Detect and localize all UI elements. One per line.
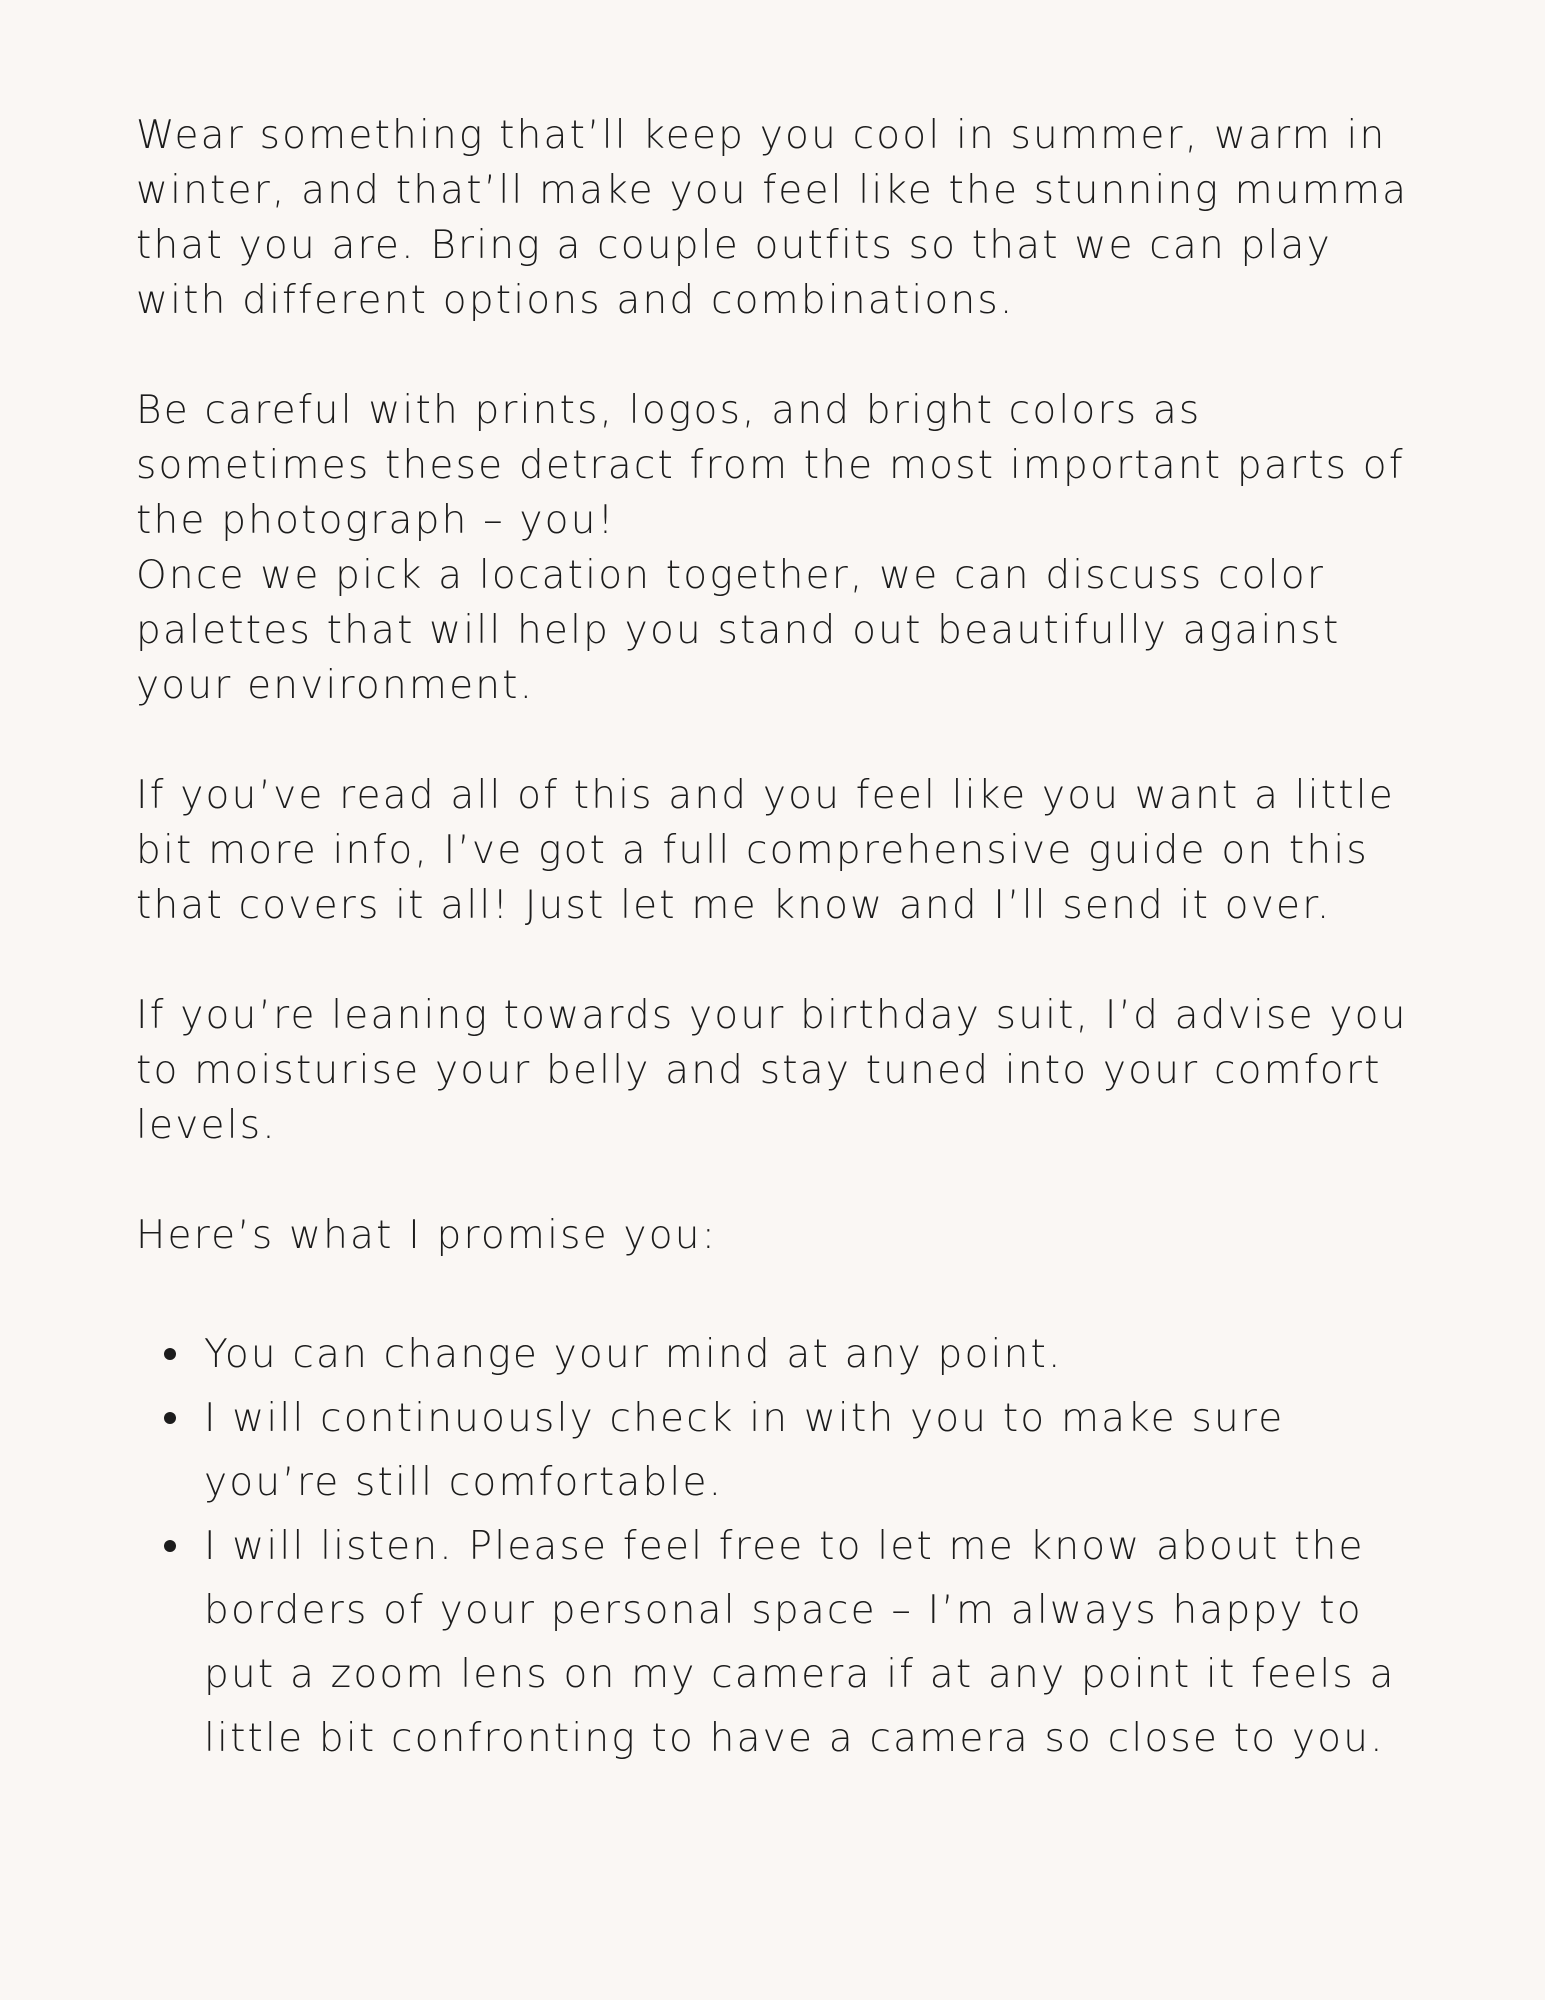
bullet-icon [164, 1412, 176, 1424]
list-item [204, 1323, 1426, 1387]
list-item [204, 1515, 1426, 1771]
bullet-icon [164, 1540, 176, 1552]
guide-paragraph: If you’ve read all of this and you feel like you want a little bit more info, I’ve got a full comprehensive guide on this that covers it all! Just let me know and I’ll send it over. [136, 773, 1395, 928]
spacer [136, 933, 1426, 988]
spacer [136, 713, 1426, 768]
spacer [136, 1153, 1426, 1208]
location-paragraph: Once we pick a location together, we can discuss color palettes that will help you stand out beautifully against your environment. [136, 553, 1341, 708]
spacer [136, 1263, 1426, 1323]
spacer [136, 328, 1426, 383]
list-item [204, 1387, 1426, 1515]
list-item-text: I will continuously check in with you to make sure you’re still comfortable. [204, 1396, 1285, 1505]
promise-list [136, 1323, 1426, 1771]
document-page [136, 108, 1426, 1771]
list-item-text: You can change your mind at any point. [204, 1332, 1063, 1377]
bullet-icon [164, 1348, 176, 1360]
birthday-suit-paragraph: If you’re leaning towards your birthday suit, I’d advise you to moisturise your belly and stay tuned into your comfort levels. [136, 993, 1408, 1148]
promise-heading: Here’s what I promise you: [136, 1213, 718, 1258]
prints-paragraph: Be careful with prints, logos, and bright colors as sometimes these detract from the most important parts of the photograph – you! [136, 388, 1405, 543]
outfit-paragraph: Wear something that’ll keep you cool in summer, warm in winter, and that’ll make you feel like the stunning mumma that you are. Bring a couple outfits so that we can play with different options and combinations. [136, 113, 1409, 323]
list-item-text: I will listen. Please feel free to let me know about the borders of your personal space – I’m always happy to put a zoom lens on my camera if at any point it feels a little bit confronting to have a camera so close to you. [204, 1524, 1396, 1761]
